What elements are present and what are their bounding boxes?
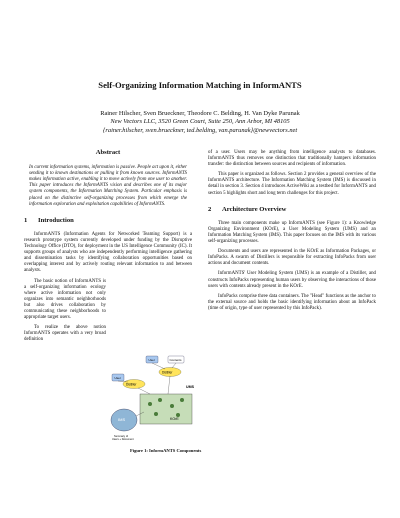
paragraph: The basic notion of InformANTS is a self-organizing information ecology where active information not only organizes into semantic neighborhoods but also drives collaboration by communicating these neighborhoods to appropriate target users.: [24, 278, 106, 321]
ims-label: IMS: [118, 417, 126, 422]
author-names: Rainer Hilscher, Sven Brueckner, Theodore C. Belding, H. Van Dyke Parunak: [100, 110, 300, 117]
kore-box: [140, 394, 192, 424]
author-affiliation: New Vectors LLC, 3520 Green Court, Suite 250, Ann Arbor, MI 48105: [110, 118, 290, 126]
paragraph: Documents and users are represented in the KOrE as Information Packages, or InfoPacks. A swarm of Distillers is responsible for extracting InfoPacks from user actions and document contents.: [208, 249, 376, 267]
paper-title: Self-Organizing Information Matching in InformANTS: [98, 80, 302, 90]
infopack-dot: [158, 398, 162, 402]
contents-label: Contents: [169, 358, 182, 362]
user-label-left: User: [114, 376, 121, 380]
section-heading-intro: [24, 218, 192, 224]
connector: [138, 388, 150, 394]
section-heading-overview: [208, 207, 376, 213]
paragraph: To realize the above notion InformANTS operates with a very broad definition: [24, 325, 106, 343]
author-emails: {rainer.hilscher, sven.brueckner, ted.belding, van.parunak}@newvectors.net: [102, 126, 298, 134]
section-title: Architecture Overview: [222, 205, 287, 213]
connector: [172, 363, 176, 368]
infopack-dot: [148, 402, 152, 406]
connector: [152, 363, 165, 369]
kore-label: KOrE: [170, 417, 179, 421]
paragraph: InformANTS (Information Agents for Networked Teaming Support) is a research prototype system currently developed under funding by the Disruptive Technology Office (DTO), for deployment in the US Intelligence Community (IC). It supports groups of analysts who are independently performing intelligence gathering and dissemination tasks by identifying collaboration opportunities based on overlapping interest and by actively routing relevant information to and between analysts.: [24, 231, 192, 274]
infopack-dot: [176, 413, 180, 417]
paragraph: This paper is organized as follows. Section 2 provides a general overview of the InformANTS architecture. The Information Matching System (IMS) is discussed in detail in section 3. Section 4 introduces ActiveWiki as a testbed for InformANTS and section 5 highlights short and long term challenges for this project.: [208, 172, 376, 196]
paragraph: Three main components make up InformANTS (see Figure 1): a Knowledge Organizing Environment (KOrE), a User Modeling System (UMS) and an Information Matching System (IMS). This paper focuses on the IMS with its various self-organizing processes.: [208, 220, 376, 245]
section-number: 2: [208, 205, 212, 213]
abstract-text: In current information systems, information is passive. People act upon it, either sending it to known destinations or pulling it from known sources. InformANTS makes information active, enabling it to move actively from one user to another. This paper introduces the InformANTS vision and describes one of its major system components, the Information Matching System. Particular emphasis is placed on the distinctive self-organizing processes from which emerge the information exploration and exploitation capabilities of InformANTS.: [29, 165, 187, 207]
summary-label-line2: Users + Document: [112, 438, 134, 441]
figure-1: [110, 354, 208, 453]
summary-label-line1: Summary of: [114, 435, 128, 438]
infopack-dot: [180, 398, 184, 402]
right-column: [208, 150, 376, 316]
figure-caption: Figure 1: InformANTS Components: [130, 448, 202, 453]
paragraph: InfoPacks comprise three data containers. The "Head" functions as the anchor to the external source and holds the basic identifying information about an InfoPack (time of origin, type of user represented by this InfoPack).: [208, 293, 376, 311]
paragraph: of a user. Users may be anything from intelligence analysts to databases. InformANTS thus removes one distinction that traditionally hampers information transfer: the distinction between sources and recipients of information.: [208, 150, 376, 168]
distiller-label-left: Distiller: [126, 382, 137, 387]
connector: [168, 376, 170, 394]
infopack-dot: [154, 412, 158, 416]
section-number: 1: [24, 216, 28, 224]
architecture-diagram: [110, 354, 208, 446]
author-block: [0, 110, 400, 135]
user-label-top: User: [148, 358, 155, 362]
paragraph: InformANTS' User Modeling System (UMS) is an example of a Distiller, and constructs InfoPacks representing human users by observing the interactions of those users with contents already present in the KOrE.: [208, 271, 376, 289]
ums-label: UMS: [186, 385, 194, 389]
section-title: Introduction: [38, 216, 74, 224]
left-column: [24, 150, 192, 347]
infopack-dot: [170, 404, 174, 408]
distiller-label-top: Distiller: [162, 370, 173, 375]
abstract-heading: Abstract: [95, 149, 121, 156]
